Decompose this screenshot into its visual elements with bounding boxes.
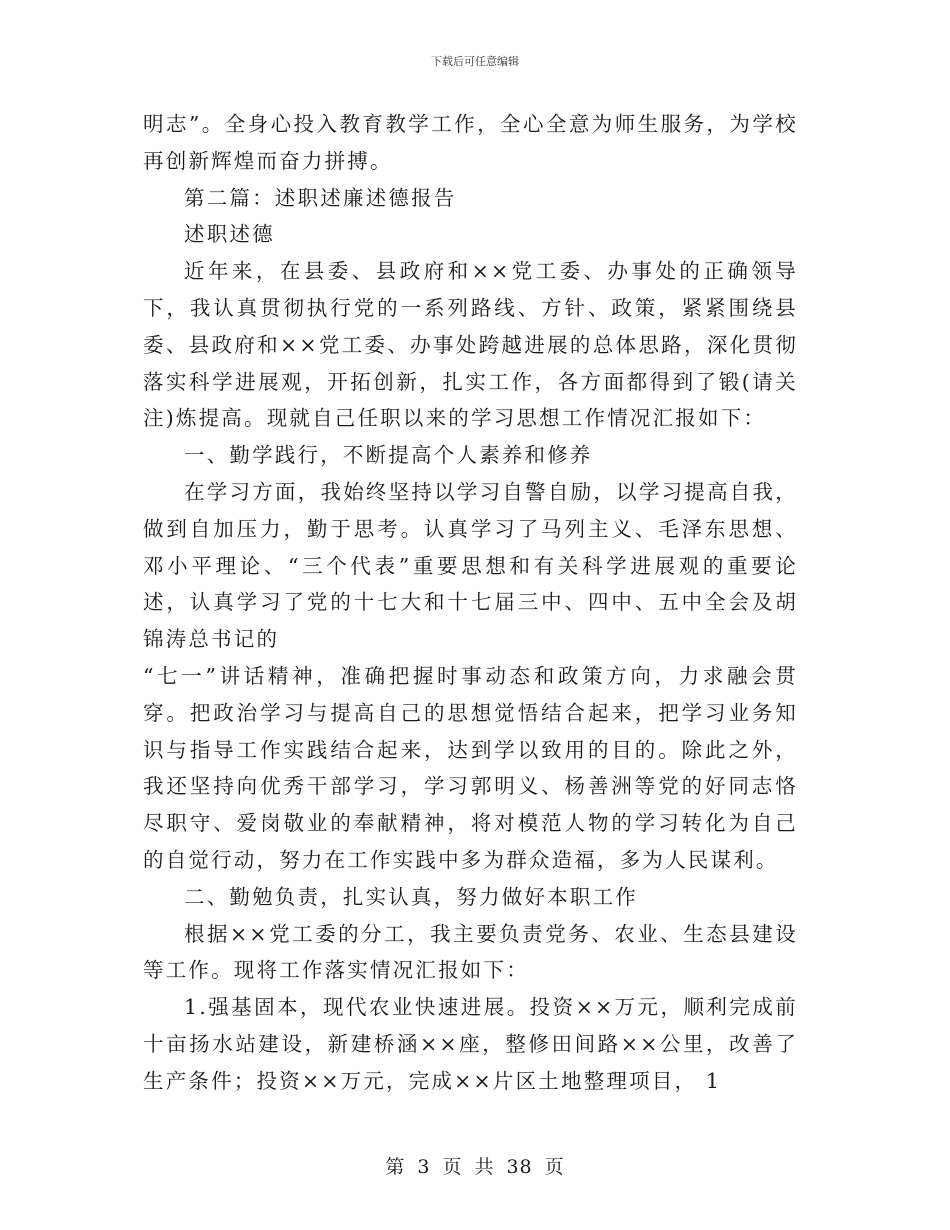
section-heading: 二、勤勉负责，扎实认真，努力做好本职工作 — [184, 884, 638, 909]
paragraph: 近年来，在县委、县政府和××党工委、办事处的正确领导下，我认真贯彻执行党的一系列路线、方针、政策，紧紧围绕县委、县政府和××党工委、办事处跨越进展的总体思路，深化贯彻落实科学进展观，开拓创新，扎实工作，各方面都得到了锻(请关注)炼提高。现就自己任职以来的学习思想工作情况汇报如下： — [143, 259, 798, 431]
current-page-number: 3 — [417, 1156, 431, 1178]
paragraph: 在学习方面，我始终坚持以学习自警自励，以学习提高自我，做到自加压力，勤于思考。认真学习了马列主义、毛泽东思想、邓小平理论、“三个代表”重要思想和有关科学进展观的重要论述，认真学习了党的十七大和十七届三中、四中、五中全会及胡锦涛总书记的 — [143, 479, 798, 652]
footer-prefix: 第 — [385, 1156, 406, 1178]
paragraph: “七一”讲话精神，准确把握时事动态和政策方向，力求融会贯穿。把政治学习与提高自己的思想觉悟结合起来，把学习业务知识与指导工作实践结合起来，达到学以致用的目的。除此之外，我还坚持向优秀干部学习，学习郭明义、杨善洲等党的好同志恪尽职守、爱岗敬业的奉献精神，将对模范人物的学习转化为自己的自觉行动，努力在工作实践中多为群众造福，多为人民谋利。 — [143, 663, 798, 872]
footer-suffix: 页 — [544, 1156, 565, 1178]
footer-total-word: 共 — [474, 1156, 495, 1178]
footer-page-word: 页 — [442, 1156, 463, 1178]
section-heading: 第二篇：述职述廉述德报告 — [184, 185, 457, 210]
header-note: 下载后可任意编辑 — [431, 55, 519, 68]
document-body — [143, 106, 798, 1100]
paragraph: 明志”。全身心投入教育教学工作，全心全意为师生服务，为学校再创新辉煌而奋力拼搏。 — [143, 112, 798, 173]
paragraph: 1.强基固本，现代农业快速进展。投资××万元，顺利完成前十亩扬水站建设，新建桥涵××座，整修田间路××公里，改善了生产条件；投资××万元，完成××片区土地整理项目， 1 — [143, 995, 798, 1093]
total-pages-number: 38 — [506, 1156, 533, 1178]
paragraph: 根据××党工委的分工，我主要负责党务、农业、生态县建设等工作。现将工作落实情况汇报如下： — [143, 921, 798, 983]
page-number-footer — [0, 1152, 950, 1179]
section-heading: 一、勤学践行，不断提高个人素养和修养 — [184, 443, 593, 468]
subheading: 述职述德 — [184, 222, 275, 247]
